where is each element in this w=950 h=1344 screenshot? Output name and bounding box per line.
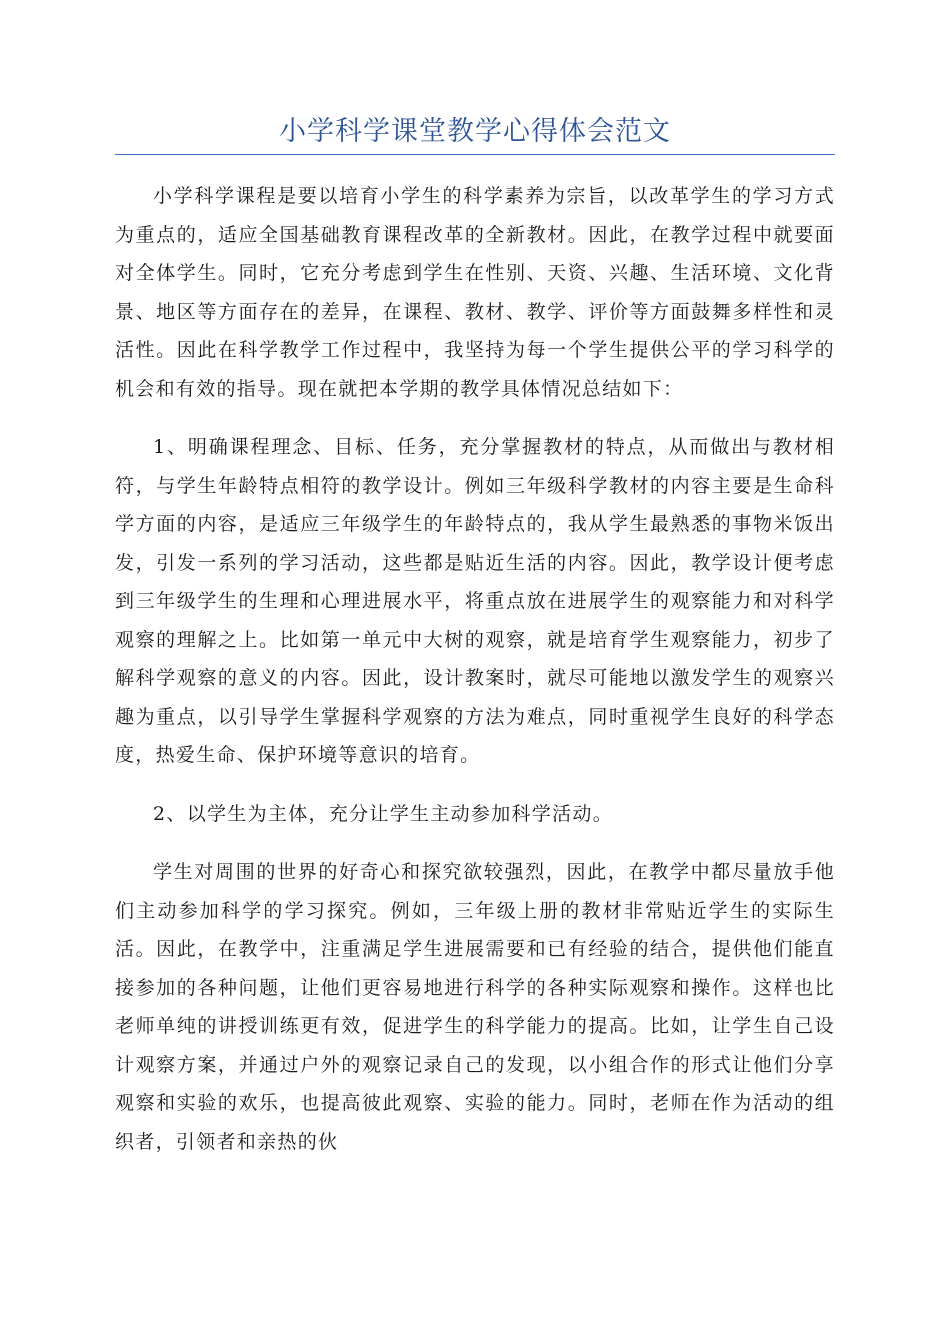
document-title: 小学科学课堂教学心得体会范文 bbox=[279, 116, 671, 147]
title-underline bbox=[115, 154, 835, 155]
paragraph-point-1: 1、明确课程理念、目标、任务，充分掌握教材的特点，从而做出与教材相符，与学生年龄特点相符的教学设计。例如三年级科学教材的内容主要是生命科学方面的内容，是适应三年级学生的年龄特点的，我从学生最熟悉的事物米饭出发，引发一系列的学习活动，这些都是贴近生活的内容。因此，教学设计便考虑到三年级学生的生理和心理进展水平，将重点放在进展学生的观察能力和对科学观察的理解之上。比如第一单元中大树的观察，就是培育学生观察能力，初步了解科学观察的意义的内容。因此，设计教案时，就尽可能地以激发学生的观察兴趣为重点，以引导学生掌握科学观察的方法为难点，同时重视学生良好的科学态度，热爱生命、保护环境等意识的培育。 bbox=[115, 436, 835, 766]
document-body bbox=[115, 177, 835, 1181]
paragraph-point-2-detail: 学生对周围的世界的好奇心和探究欲较强烈，因此，在教学中都尽量放手他们主动参加科学的学习探究。例如，三年级上册的教材非常贴近学生的实际生活。因此，在教学中，注重满足学生进展需要和已有经验的结合，提供他们能直接参加的各种问题，让他们更容易地进行科学的各种实际观察和操作。这样也比老师单纯的讲授训练更有效，促进学生的科学能力的提高。比如，让学生自己设计观察方案，并通过户外的观察记录自己的发现，以小组合作的形式让他们分享观察和实验的欢乐，也提高彼此观察、实验的能力。同时，老师在作为活动的组织者，引领者和亲热的伙 bbox=[115, 861, 835, 1153]
paragraph-intro: 小学科学课程是要以培育小学生的科学素养为宗旨，以改革学生的学习方式为重点的，适应全国基础教育课程改革的全新教材。因此，在教学过程中就要面对全体学生。同时，它充分考虑到学生在性别、天资、兴趣、生活环境、文化背景、地区等方面存在的差异，在课程、教材、教学、评价等方面鼓舞多样性和灵活性。因此在科学教学工作过程中，我坚持为每一个学生提供公平的学习科学的机会和有效的指导。现在就把本学期的教学具体情况总结如下： bbox=[115, 185, 835, 400]
paragraph-point-2: 2、以学生为主体，充分让学生主动参加科学活动。 bbox=[153, 802, 613, 825]
